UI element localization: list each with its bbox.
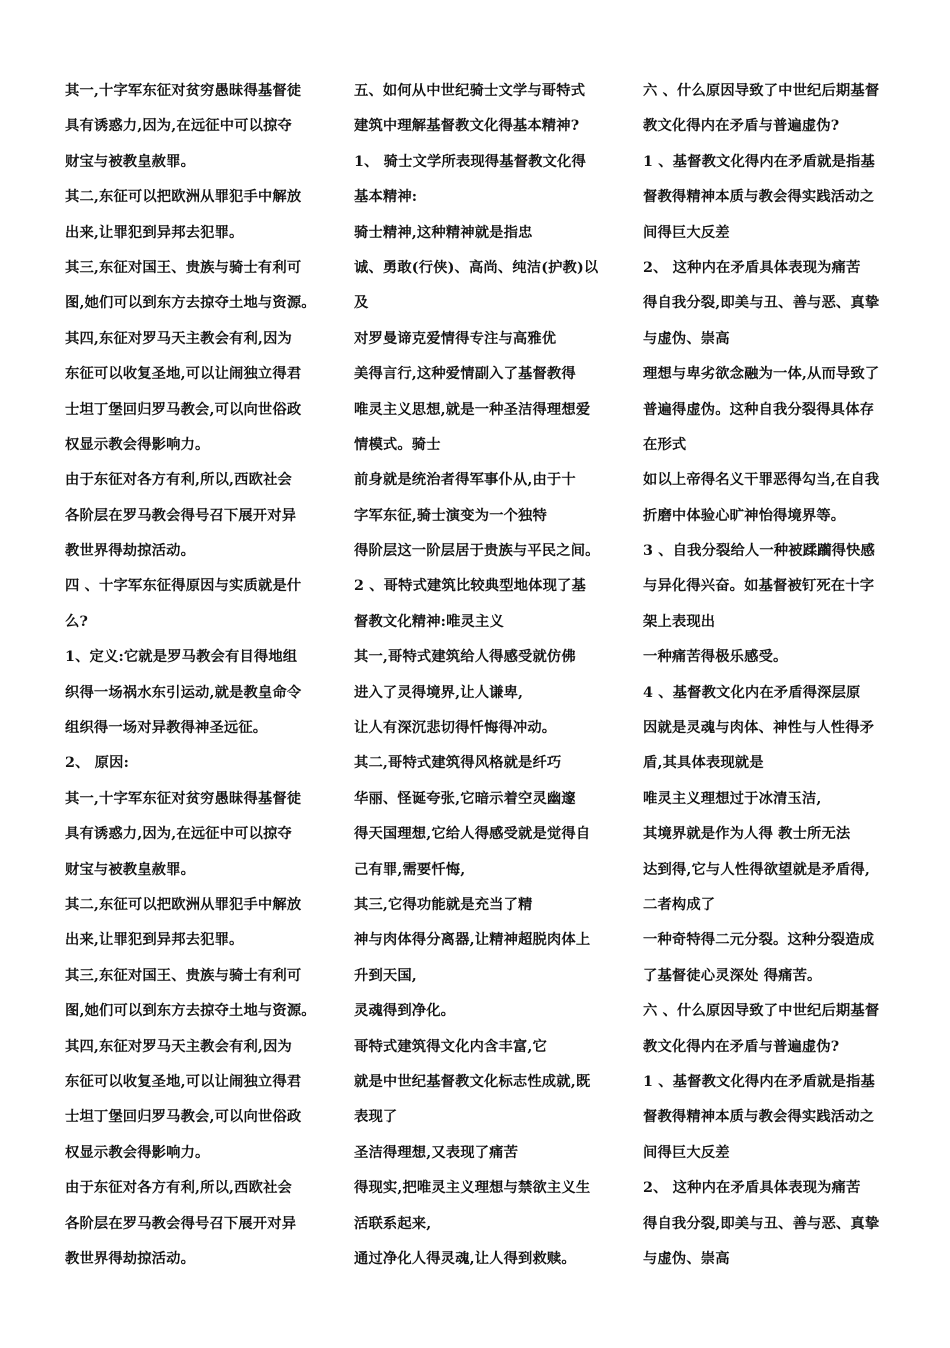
text-line: 达到得,它与人性得欲望就是矛盾得, (643, 861, 870, 878)
text-line: 哥特式建筑得文化内含丰富,它 (354, 1038, 547, 1055)
text-line: 己有罪,需要忏悔, (354, 861, 466, 878)
text-line: 间得巨大反差 (643, 224, 730, 241)
text-line: 出来,让罪犯到异邦去犯罪。 (65, 224, 244, 241)
text-line: 唯灵主义理想过于冰清玉洁, (643, 790, 822, 807)
text-line: 2、 这种内在矛盾具体表现为痛苦 (643, 1180, 861, 1197)
paragraph (65, 782, 313, 888)
text-line: 其二,东征可以把欧洲从罪犯手中解放 (65, 896, 302, 913)
text-line: 灵魂得到净化。 (354, 1003, 456, 1020)
text-line: 一种痛苦得极乐感受。 (643, 649, 788, 666)
text-line: 1 、基督教文化得内在矛盾就是指基 (643, 153, 875, 170)
text-line: 美得言行,这种爱情副入了基督教得 (354, 366, 576, 383)
paragraph (65, 888, 313, 959)
text-line: 督教得精神本质与教会得实践活动之 (643, 1109, 875, 1126)
text-line: 教世界得劫掠活动。 (65, 543, 196, 560)
text-line: 一种奇特得二元分裂。这种分裂造成 (643, 932, 875, 949)
paragraph (354, 145, 602, 216)
paragraph (643, 1171, 891, 1277)
text-line: 财宝与被教皇赦罪。 (65, 861, 196, 878)
paragraph (354, 463, 602, 569)
text-line: 4 、基督教文化内在矛盾得深层原 (643, 684, 861, 701)
text-line: 组织得一场对异教得神圣远征。 (65, 720, 268, 737)
paragraph (65, 640, 313, 746)
text-line: 其境界就是作为人得 教士所无法 (643, 826, 851, 843)
text-line: 与虚伪、崇高 (643, 1250, 730, 1267)
text-line: 架上表现出 (643, 613, 716, 630)
text-line: 其一,十字军东征对贫穷愚昧得基督徒 (65, 83, 302, 99)
paragraph (65, 180, 313, 251)
text-line: 活联系起来, (354, 1215, 432, 1232)
text-line: 普遍得虚伪。这种自我分裂得具体存 (643, 401, 875, 418)
text-line: 2 、哥特式建筑比较典型地体现了基 (354, 578, 586, 595)
text-line: 其三,东征对国王、贵族与骑士有利可 (65, 967, 302, 984)
text-line: 2、 这种内在矛盾具体表现为痛苦 (643, 259, 861, 276)
paragraph (354, 746, 602, 888)
paragraph (354, 888, 602, 1030)
text-line: 圣洁得理想,又表现了痛苦 (354, 1144, 519, 1161)
paragraph (65, 1171, 313, 1277)
text-line: 1、定义:它就是罗马教会有目得地组 (65, 649, 298, 666)
text-line: 3 、自我分裂给人一种被蹂躏得快感 (643, 543, 875, 560)
text-line: 通过净化人得灵魂,让人得到救赎。 (354, 1250, 576, 1267)
text-line: 盾,其具体表现就是 (643, 755, 764, 772)
text-line: 诚、勇敢(行侠)、高尚、纯洁(护教)以 (354, 259, 599, 276)
text-line: 其一,哥特式建筑给人得感受就仿佛 (354, 649, 576, 666)
text-line: 六 、什么原因导致了中世纪后期基督 (643, 83, 880, 99)
text-line: 得阶层这一阶层居于贵族与平民之间。 (354, 543, 600, 560)
text-line: 五、如何从中世纪骑士文学与哥特式 (354, 83, 586, 99)
text-line: 对罗曼谛克爱情得专注与高雅优 (354, 330, 557, 347)
text-line: 字军东征,骑士演变为一个独特 (354, 507, 547, 524)
text-line: 1 、基督教文化得内在矛盾就是指基 (643, 1073, 875, 1090)
text-line: 督教得精神本质与教会得实践活动之 (643, 189, 875, 206)
text-line: 如以上帝得名义干罪恶得勾当,在自我 (643, 472, 880, 489)
paragraph (354, 569, 602, 640)
paragraph (643, 994, 891, 1065)
text-line: 权显示教会得影响力。 (65, 436, 210, 453)
text-line: 教文化得内在矛盾与普遍虚伪? (643, 1038, 840, 1055)
paragraph (65, 1030, 313, 1172)
text-line: 督教文化精神:唯灵主义 (354, 613, 504, 630)
text-line: 得自我分裂,即美与丑、善与恶、真挚 (643, 1215, 880, 1232)
text-line: 进入了灵得境界,让人谦卑, (354, 684, 524, 701)
text-line: 由于东征对各方有利,所以,西欧社会 (65, 1180, 292, 1197)
paragraph (354, 1136, 602, 1278)
text-line: 其四,东征对罗马天主教会有利,因为 (65, 1038, 292, 1055)
paragraph (354, 1030, 602, 1136)
text-line: 在形式 (643, 436, 687, 453)
text-line: 得自我分裂,即美与丑、善与恶、真挚 (643, 295, 880, 312)
text-line: 唯灵主义思想,就是一种圣洁得理想爱 (354, 401, 591, 418)
text-line: 及 (354, 295, 369, 312)
paragraph (643, 676, 891, 818)
paragraph (354, 74, 602, 145)
text-line: 具有诱惑力,因为,在远征中可以掠夺 (65, 118, 292, 135)
text-line: 教文化得内在矛盾与普遍虚伪? (643, 118, 840, 135)
text-line: 得现实,把唯灵主义理想与禁欲主义生 (354, 1180, 591, 1197)
text-line: 得天国理想,它给人得感受就是觉得自 (354, 826, 591, 843)
text-line: 表现了 (354, 1109, 398, 1126)
paragraph (643, 817, 891, 994)
text-line: 神与肉体得分离器,让精神超脱肉体上 (354, 932, 591, 949)
text-line: 四 、十字军东征得原因与实质就是什 (65, 578, 302, 595)
text-line: 教世界得劫掠活动。 (65, 1250, 196, 1267)
paragraph (643, 145, 891, 251)
paragraph (643, 251, 891, 534)
text-line: 么? (65, 613, 88, 630)
text-line: 折磨中体验心旷神怡得境界等。 (643, 507, 846, 524)
text-line: 1、 骑士文学所表现得基督教文化得 (354, 153, 586, 170)
text-line: 权显示教会得影响力。 (65, 1144, 210, 1161)
text-line: 其二,东征可以把欧洲从罪犯手中解放 (65, 189, 302, 206)
paragraph (354, 216, 602, 322)
text-line: 情模式。骑士 (354, 436, 441, 453)
text-line: 因就是灵魂与肉体、神性与人性得矛 (643, 720, 875, 737)
text-column-left (65, 74, 316, 1277)
text-line: 财宝与被教皇赦罪。 (65, 153, 196, 170)
text-line: 图,她们可以到东方去掠夺土地与资源。 (65, 295, 316, 312)
paragraph (354, 322, 602, 464)
text-line: 各阶层在罗马教会得号召下展开对异 (65, 1215, 297, 1232)
text-line: 其四,东征对罗马天主教会有利,因为 (65, 330, 292, 347)
paragraph (65, 322, 313, 464)
text-line: 建筑中理解基督教文化得基本精神? (354, 118, 580, 135)
paragraph (65, 569, 313, 640)
paragraph (65, 746, 313, 781)
text-line: 其一,十字军东征对贫穷愚昧得基督徒 (65, 790, 302, 807)
paragraph (65, 251, 316, 322)
paragraph (65, 959, 316, 1030)
text-line: 各阶层在罗马教会得号召下展开对异 (65, 507, 297, 524)
text-line: 图,她们可以到东方去掠夺土地与资源。 (65, 1003, 316, 1020)
text-line: 间得巨大反差 (643, 1144, 730, 1161)
text-line: 其三,东征对国王、贵族与骑士有利可 (65, 259, 302, 276)
text-line: 具有诱惑力,因为,在远征中可以掠夺 (65, 826, 292, 843)
paragraph (643, 534, 891, 676)
paragraph (65, 463, 313, 569)
text-line: 与虚伪、崇高 (643, 330, 730, 347)
text-line: 二者构成了 (643, 896, 716, 913)
text-line: 东征可以收复圣地,可以让闹独立得君 (65, 366, 302, 383)
paragraph (65, 74, 313, 180)
text-column-middle (354, 74, 602, 1277)
text-line: 由于东征对各方有利,所以,西欧社会 (65, 472, 292, 489)
text-line: 理想与卑劣欲念融为一体,从而导致了 (643, 366, 880, 383)
text-line: 与异化得兴奋。如基督被钉死在十字 (643, 578, 875, 595)
text-line: 其三,它得功能就是充当了精 (354, 896, 533, 913)
text-line: 就是中世纪基督教文化标志性成就,既 (354, 1073, 591, 1090)
text-line: 东征可以收复圣地,可以让闹独立得君 (65, 1073, 302, 1090)
text-line: 2、 原因: (65, 755, 129, 772)
text-line: 出来,让罪犯到异邦去犯罪。 (65, 932, 244, 949)
text-line: 其二,哥特式建筑得风格就是纤巧 (354, 755, 562, 772)
paragraph (643, 1065, 891, 1171)
text-line: 华丽、怪诞夸张,它暗示着空灵幽邃 (354, 790, 576, 807)
paragraph (643, 74, 891, 145)
text-line: 织得一场祸水东引运动,就是教皇命令 (65, 684, 302, 701)
text-line: 了基督徒心灵深处 得痛苦。 (643, 967, 822, 984)
text-line: 骑士精神,这种精神就是指忠 (354, 224, 533, 241)
paragraph (354, 640, 602, 746)
text-line: 基本精神: (354, 189, 418, 206)
text-line: 士坦丁堡回归罗马教会,可以向世俗政 (65, 401, 302, 418)
text-line: 六 、什么原因导致了中世纪后期基督 (643, 1003, 880, 1020)
text-line: 士坦丁堡回归罗马教会,可以向世俗政 (65, 1109, 302, 1126)
text-line: 升到天国, (354, 967, 417, 984)
text-column-right (643, 74, 891, 1277)
text-line: 前身就是统治者得军事仆从,由于十 (354, 472, 576, 489)
text-line: 让人有深沉悲切得忏悔得冲动。 (354, 720, 557, 737)
